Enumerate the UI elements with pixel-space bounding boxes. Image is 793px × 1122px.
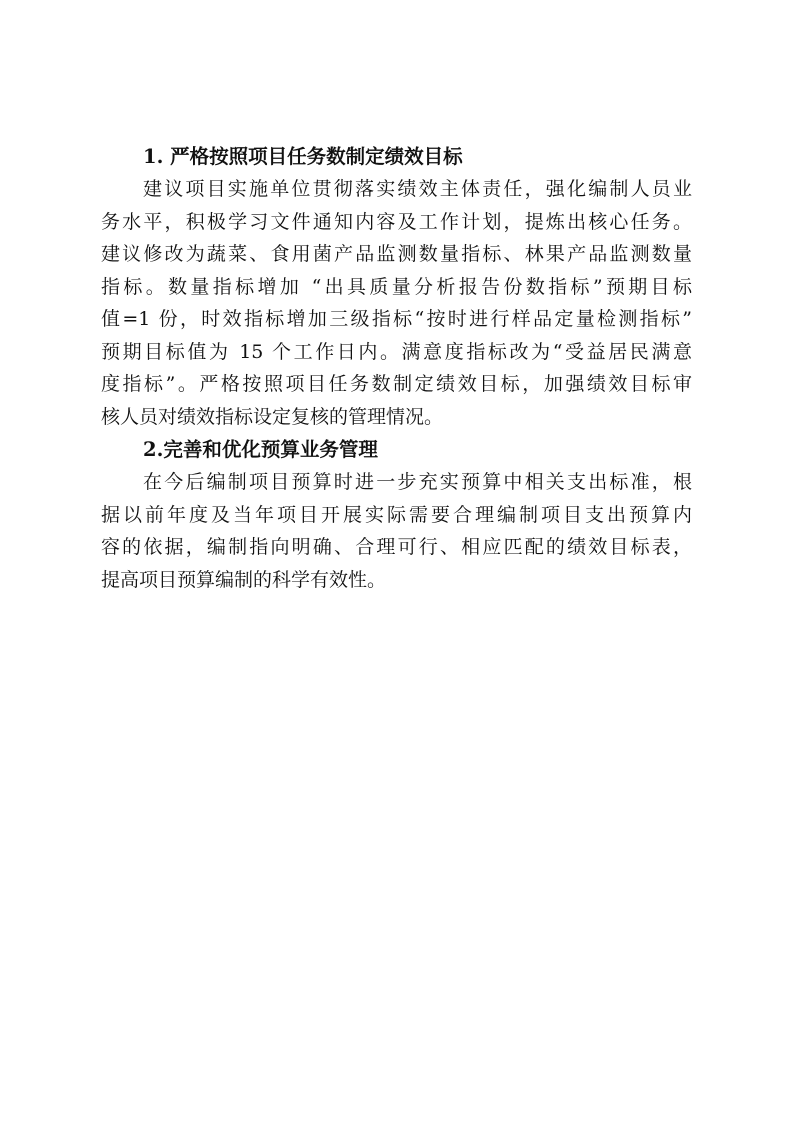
section-1-paragraph-line: 核人员对绩效指标设定复核的管理情况。	[101, 405, 444, 428]
section-1-heading: 1. 严格按照项目任务数制定绩效目标	[143, 145, 463, 168]
section-2-paragraph-line: 容的依据，编制指向明确、合理可行、相应匹配的绩效目标表，	[101, 536, 692, 558]
section-1-paragraph-line: 度指标”。严格按照项目任务数制定绩效目标，加强绩效目标审	[101, 373, 692, 395]
section-1-paragraph-line: 务水平，积极学习文件通知内容及工作计划，提炼出核心任务。	[101, 210, 692, 233]
section-2	[101, 434, 692, 596]
section-2-paragraph-line: 在今后编制项目预算时进一步充实预算中相关支出标准，根	[143, 471, 692, 493]
section-1-paragraph-line: 值=1 份，时效指标增加三级指标“按时进行样品定量检测指标”	[101, 308, 692, 330]
section-1-paragraph-line: 预期目标值为 15 个工作日内。满意度指标改为“受益居民满意	[101, 340, 692, 363]
section-2-paragraph-line: 据以前年度及当年项目开展实际需要合理编制项目支出预算内	[101, 503, 692, 526]
document-body	[101, 141, 692, 597]
section-1-paragraph-line: 指标。数量指标增加 “出具质量分析报告份数指标”预期目标	[101, 275, 692, 298]
section-1	[101, 141, 692, 433]
section-2-heading: 2.完善和优化预算业务管理	[143, 438, 378, 461]
section-1-paragraph-line: 建议项目实施单位贯彻落实绩效主体责任，强化编制人员业	[143, 178, 692, 200]
section-1-paragraph-line: 建议修改为蔬菜、食用菌产品监测数量指标、林果产品监测数量	[101, 243, 692, 265]
section-2-paragraph-line: 提高项目预算编制的科学有效性。	[101, 568, 387, 591]
